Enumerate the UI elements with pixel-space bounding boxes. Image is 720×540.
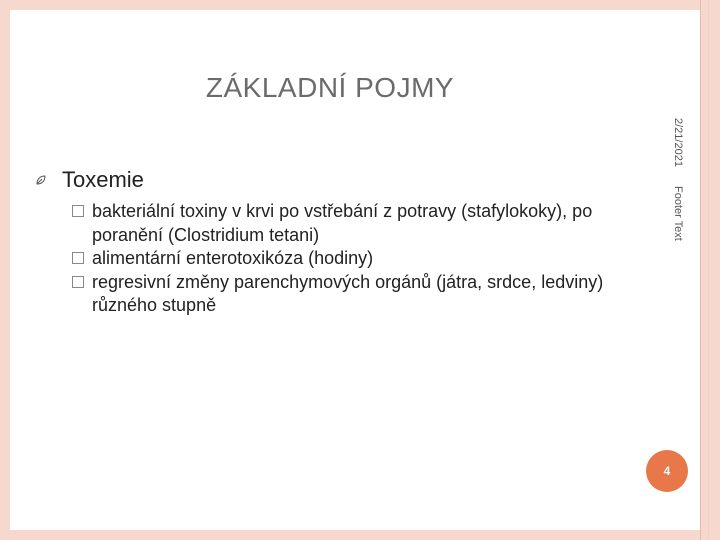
page-number-badge: 4 xyxy=(646,450,688,492)
checkbox-bullet-icon xyxy=(72,276,84,288)
checkbox-bullet-icon xyxy=(72,205,84,217)
sub-bullet-list xyxy=(72,200,632,318)
list-item xyxy=(72,200,632,247)
slide-date: 2/21/2021 xyxy=(672,118,684,167)
list-item xyxy=(72,271,632,318)
leaf-bullet-icon xyxy=(36,175,46,185)
main-bullet-text: Toxemie xyxy=(62,167,144,192)
main-bullet xyxy=(36,167,144,193)
checkbox-bullet-icon xyxy=(72,252,84,264)
divider-line-secondary xyxy=(708,0,709,540)
slide-title: ZÁKLADNÍ POJMY xyxy=(205,72,455,103)
list-item-text: bakteriální toxiny v krvi po vstřebání z potravy (stafylokoky), po poranění (Clostridium tetani) xyxy=(92,201,593,245)
list-item xyxy=(72,247,632,271)
slide-footer: Footer Text xyxy=(672,186,684,241)
divider-line xyxy=(700,0,701,540)
list-item-text: alimentární enterotoxikóza (hodiny) xyxy=(92,248,374,268)
list-item-text: regresivní změny parenchymových orgánů (játra, srdce, ledviny) různého stupně xyxy=(92,271,604,315)
